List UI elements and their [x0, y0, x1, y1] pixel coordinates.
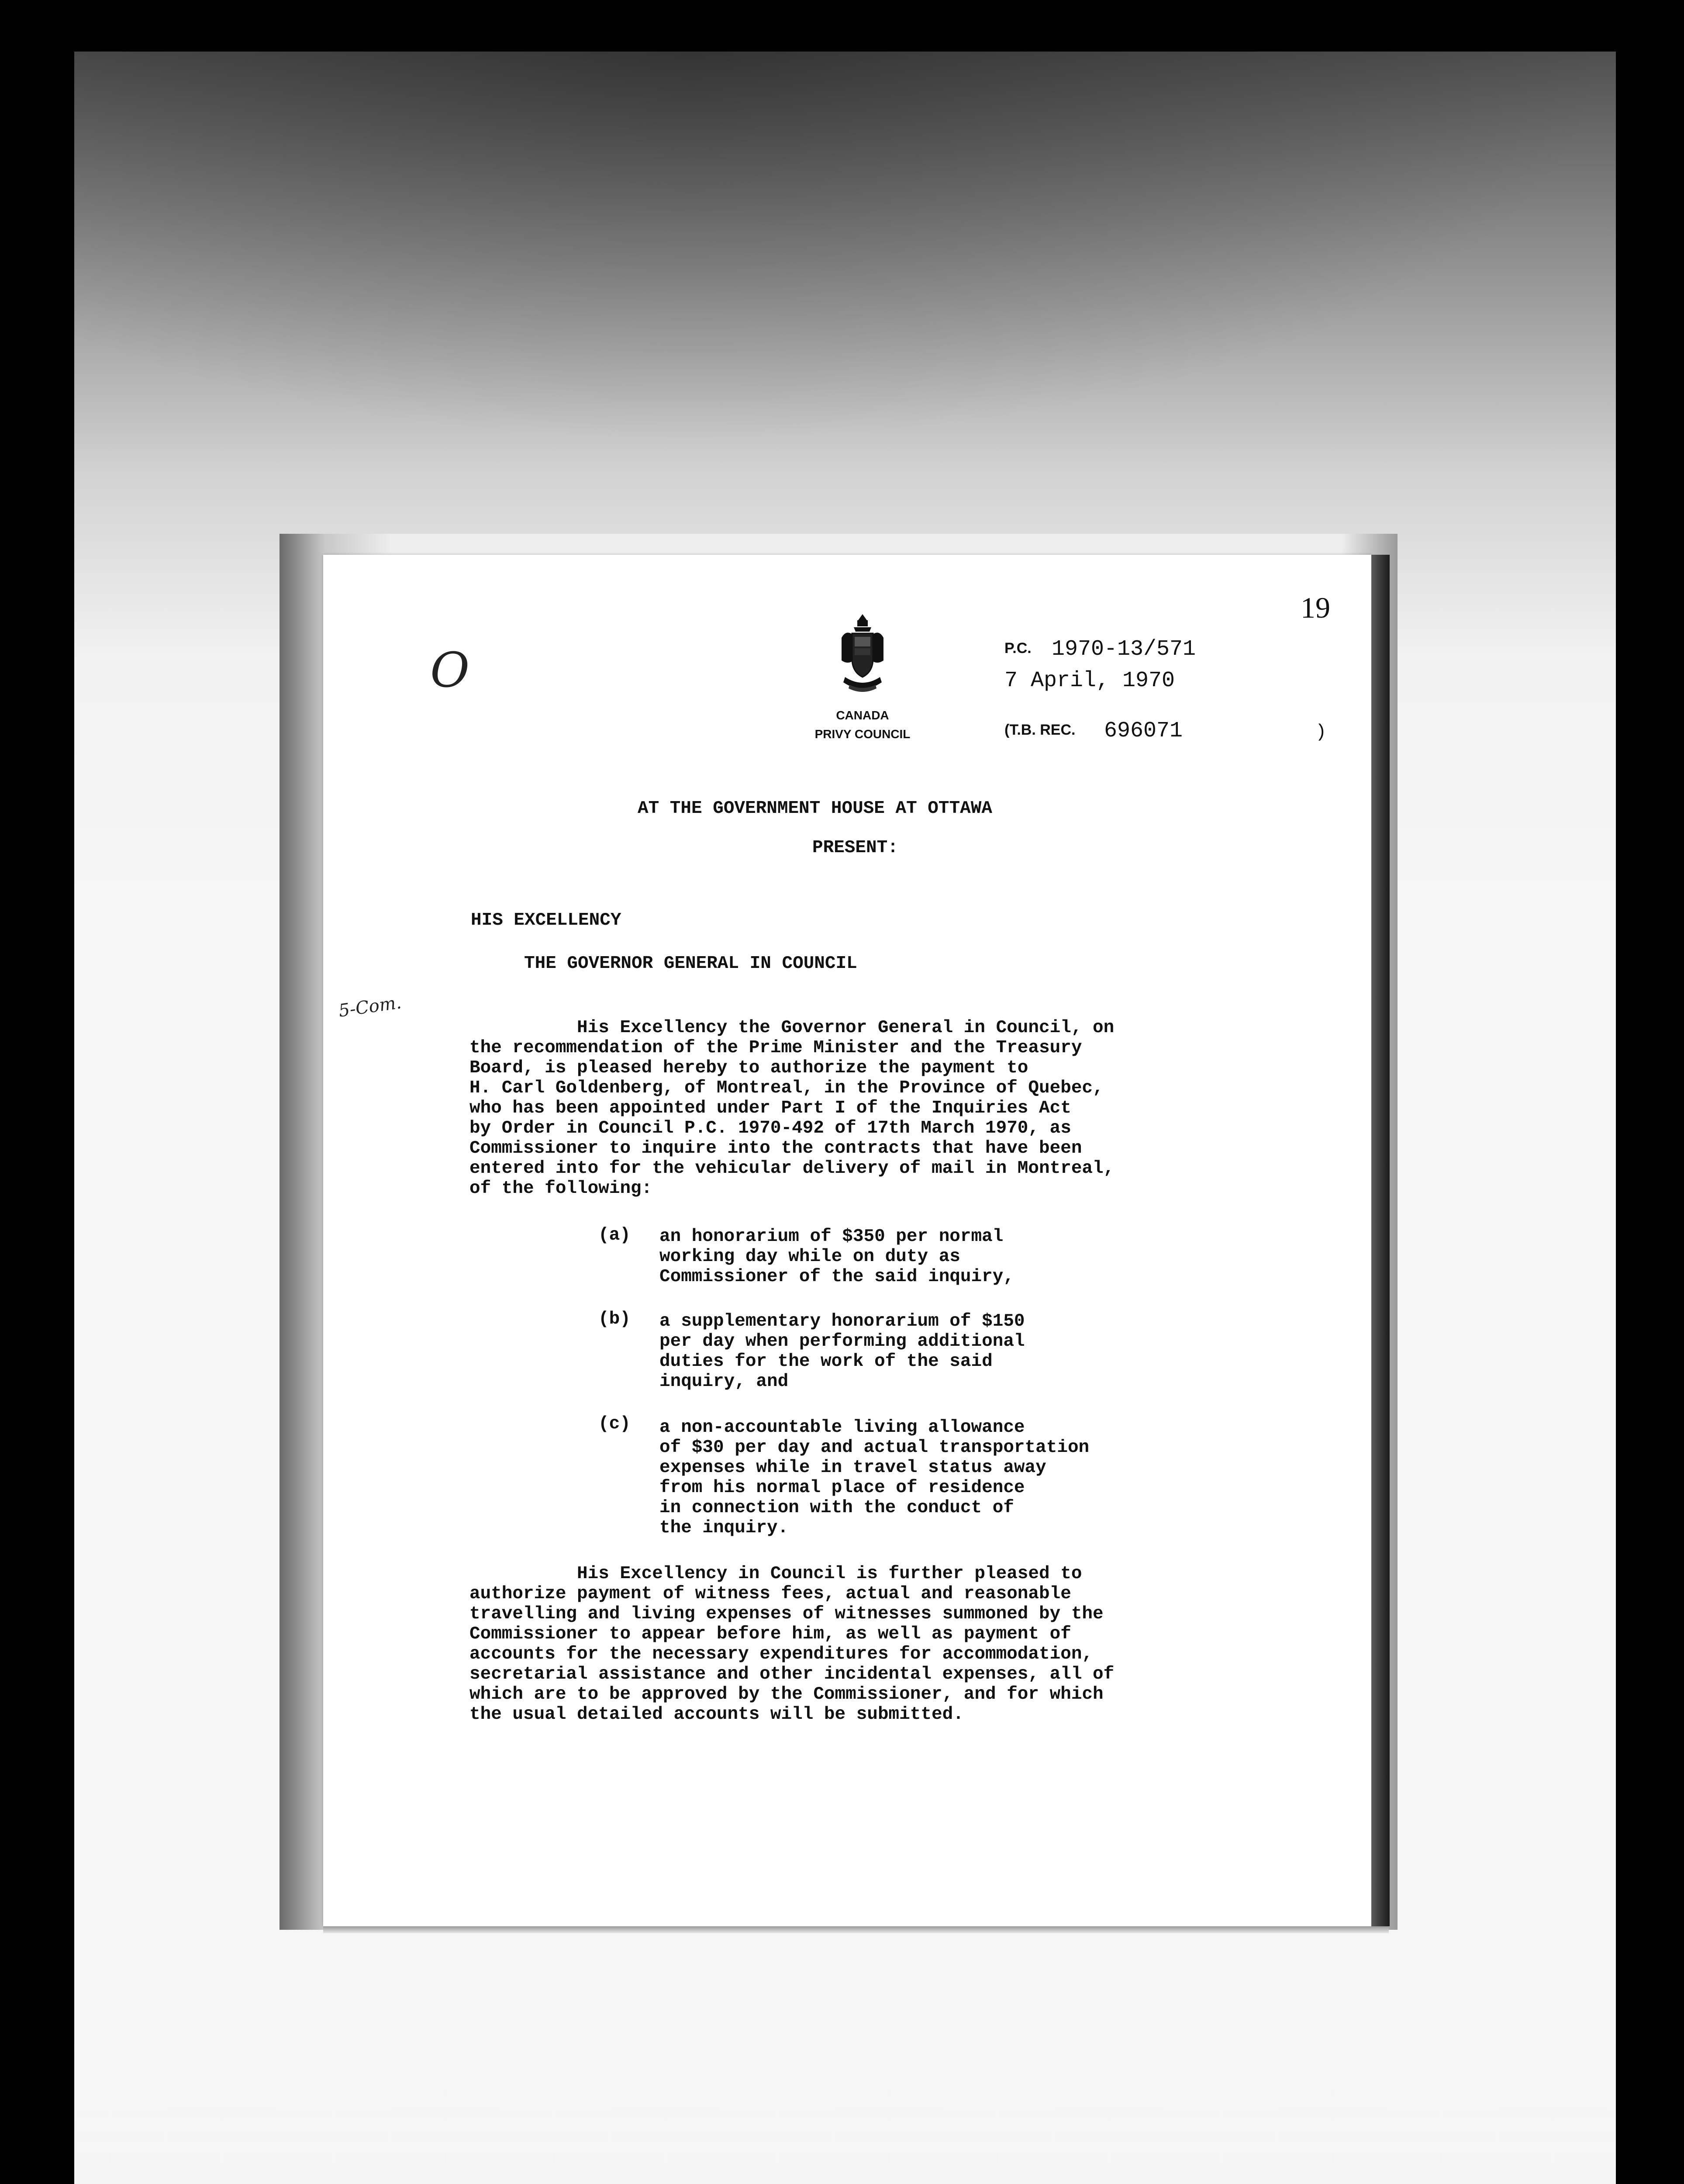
- order-date: 7 April, 1970: [1004, 668, 1175, 693]
- paper-edge: [1371, 555, 1390, 1926]
- item-text-a: an honorarium of $350 per normal working day while on duty as Commissioner of the said inquiry,: [659, 1227, 1014, 1287]
- tb-rec-label: (T.B. REC.: [1004, 722, 1076, 738]
- handwritten-mark: O: [430, 642, 470, 698]
- tb-rec-number: 696071: [1104, 719, 1183, 743]
- agency-council: PRIVY COUNCIL: [814, 727, 911, 741]
- item-label-c: (c): [598, 1414, 631, 1434]
- item-text-b: a supplementary honorarium of $150 per day when performing additional duties for the work of the said inquiry, and: [659, 1311, 1025, 1392]
- body-paragraph-1: His Excellency the Governor General in Council, on the recommendation of the Prime Minister and the Treasury Board, is pleased hereby to authorize the payment to H. Carl Goldenberg, of Montreal, in the Province of Quebec, who has been appointed under Part I of the Inquiries Act by Order in Council P.C. 1970-492 of 17th March 1970, as Commissioner to inquire into the contracts that have been entered into for the vehicular delivery of mail in Montreal, of the following:: [469, 1018, 1115, 1199]
- item-label-a: (a): [598, 1225, 631, 1245]
- item-label-b: (b): [598, 1309, 631, 1329]
- coat-of-arms-icon: [832, 612, 893, 699]
- handwritten-margin-note: 5-Com.: [337, 992, 403, 1021]
- pc-label: P.C.: [1004, 640, 1032, 657]
- page-number: 19: [1301, 591, 1330, 624]
- body-paragraph-2: His Excellency in Council is further pleased to authorize payment of witness fees, actual and reasonable travelling and living expenses of witnesses summoned by the Commissioner to appear before him, as well as payment of accounts for the necessary expenditures for accommodation, secretarial assistance and other incidental expenses, all of which are to be approved by the Commissioner, and for which the usual detailed accounts will be submitted.: [469, 1564, 1115, 1724]
- heading-present: PRESENT:: [812, 838, 898, 858]
- heading-location: AT THE GOVERNMENT HOUSE AT OTTAWA: [638, 798, 992, 819]
- item-text-c: a non-accountable living allowance of $30 per day and actual transportation expenses while in travel status away from his normal place of residence in connection with the conduct of the inquiry.: [659, 1417, 1090, 1538]
- agency-country: CANADA: [836, 708, 889, 722]
- tb-rec-close: ): [1315, 722, 1327, 743]
- heading-excellency: HIS EXCELLENCY: [471, 910, 621, 930]
- heading-governor: THE GOVERNOR GENERAL IN COUNCIL: [524, 954, 857, 974]
- pc-number: 1970-13/571: [1052, 637, 1196, 662]
- paper-edge-bottom: [323, 1926, 1389, 1933]
